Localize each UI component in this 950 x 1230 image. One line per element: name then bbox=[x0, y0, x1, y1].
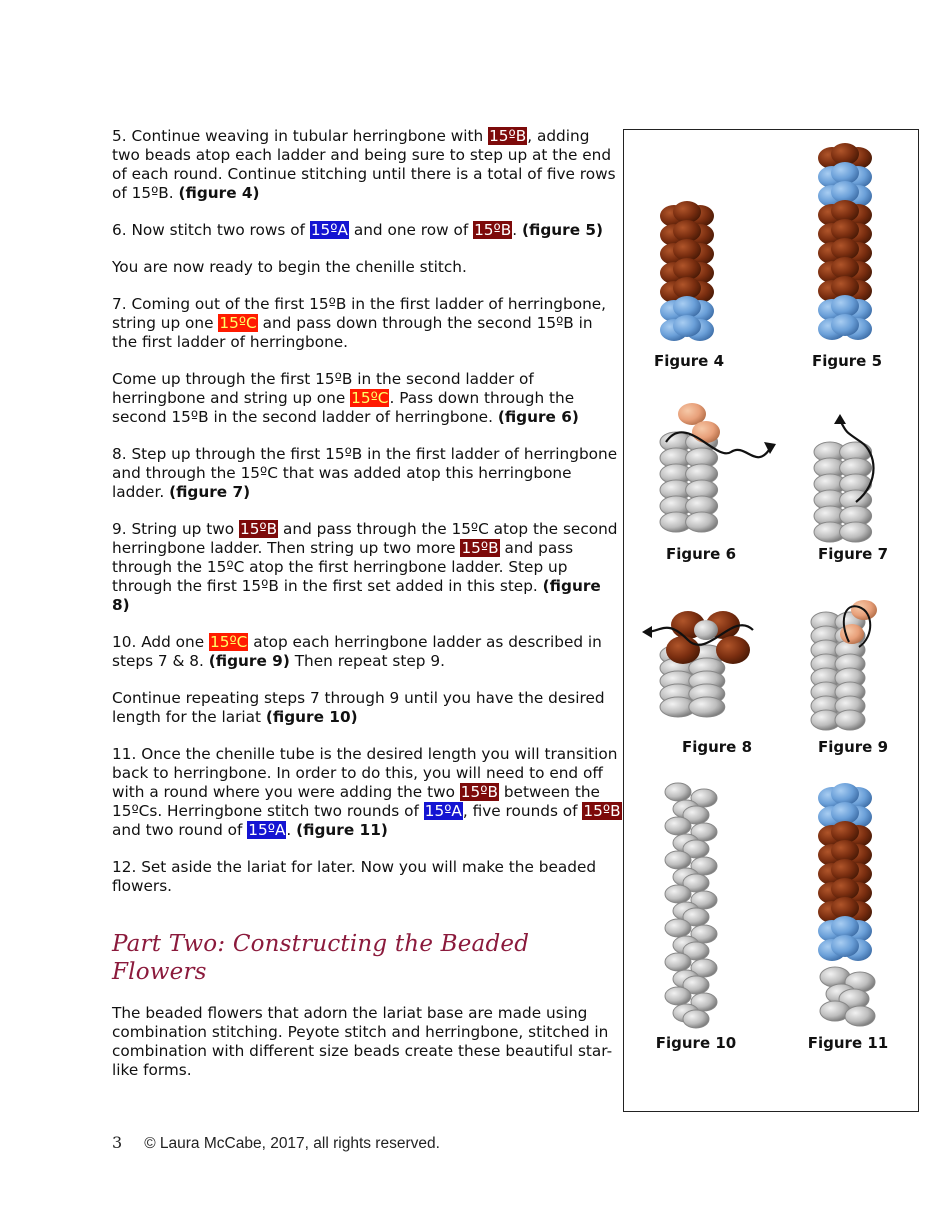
step-5: 5. Continue weaving in tubular herringbone with 15ºB, adding two beads atop each ladder and being sure to step up at the end of each round. Continue stitching until there is a total of five rows of 15ºB. (figure 4) bbox=[112, 127, 616, 202]
figure-4-illustration bbox=[652, 200, 732, 350]
bead-tag-15A: 15ºA bbox=[248, 821, 286, 839]
figure-10-illustration bbox=[656, 782, 736, 1037]
figure-8-caption: Figure 8 bbox=[681, 738, 753, 756]
copyright-notice: © Laura McCabe, 2017, all rights reserved. bbox=[144, 1135, 440, 1152]
figure-ref: (figure 4) bbox=[178, 184, 260, 202]
silver-bead bbox=[840, 522, 872, 542]
bead bbox=[673, 220, 701, 242]
bead bbox=[673, 315, 701, 337]
bead bbox=[831, 143, 859, 165]
figure-ref: (figure 5) bbox=[521, 221, 604, 239]
bead bbox=[831, 276, 859, 298]
bead bbox=[831, 257, 859, 279]
bead bbox=[831, 314, 859, 336]
silver-bead bbox=[689, 697, 725, 717]
step-8: 8. Step up through the first 15ºB in the first ladder of herringbone and through the 15ºC that was added atop this herringbone ladder. (figure 7) bbox=[112, 445, 618, 501]
silver-bead bbox=[665, 851, 691, 869]
figure-11-caption: Figure 11 bbox=[807, 1034, 889, 1052]
section-title: Part Two: Constructing the Beaded Flowers bbox=[112, 931, 530, 985]
figure-10-caption: Figure 10 bbox=[655, 1034, 737, 1052]
bead bbox=[831, 859, 859, 881]
figure-ref: (figure 10) bbox=[265, 708, 358, 726]
bead-tag-15B: 15ºB bbox=[474, 221, 512, 239]
figure-6-illustration bbox=[646, 402, 786, 542]
figure-5-illustration bbox=[810, 142, 890, 352]
figure-ref: (figure 8) bbox=[112, 577, 601, 614]
bead bbox=[673, 258, 701, 280]
step-10: 10. Add one 15ºC atop each herringbone ladder as described in steps 7 & 8. (figure 9) Then repeat step 9. bbox=[112, 633, 602, 670]
figure-ref: (figure 6) bbox=[497, 408, 579, 426]
bead bbox=[831, 878, 859, 900]
step-11: 11. Once the chenille tube is the desired length you will transition back to herringbone. In order to do this, you will need to end off with a round where you were adding the two 15ºB between the 15ºCs. Herringbone stitch two rounds of 15ºA, five rounds of 15ºB and two round of 15ºA. (figure 11) bbox=[112, 745, 621, 839]
figure-7-caption: Figure 7 bbox=[817, 545, 889, 563]
silver-bead bbox=[665, 987, 691, 1005]
bead bbox=[673, 277, 701, 299]
bead-tag-15B: 15ºB bbox=[461, 539, 499, 557]
page-footer bbox=[112, 1133, 440, 1153]
figure-8-illustration bbox=[638, 600, 778, 730]
bead bbox=[831, 840, 859, 862]
bead-tag-15A: 15ºA bbox=[424, 802, 462, 820]
bead bbox=[831, 821, 859, 843]
bead bbox=[831, 916, 859, 938]
bead bbox=[831, 935, 859, 957]
figure-4-caption: Figure 4 bbox=[653, 352, 725, 370]
silver-bead bbox=[665, 953, 691, 971]
silver-bead bbox=[665, 919, 691, 937]
bead bbox=[831, 238, 859, 260]
figure-6-caption: Figure 6 bbox=[665, 545, 737, 563]
bead bbox=[673, 239, 701, 261]
bead bbox=[831, 181, 859, 203]
bead bbox=[831, 295, 859, 317]
bead-tag-15C: 15ºC bbox=[210, 633, 248, 651]
step-12: 12. Set aside the lariat for later. Now you will make the beaded flowers. bbox=[112, 858, 597, 895]
repeat-note: Continue repeating steps 7 through 9 until you have the desired length for the lariat (figure 10) bbox=[112, 689, 605, 726]
section-intro: The beaded flowers that adorn the lariat base are made using combination stitching. Peyote stitch and herringbone, stitched in combination with different size beads create these beautiful star-like forms. bbox=[112, 1004, 613, 1079]
step-6: 6. Now stitch two rows of 15ºA and one row of 15ºB. (figure 5) bbox=[112, 221, 604, 239]
figure-ref: (figure 9) bbox=[208, 652, 290, 670]
bead-tag-15B: 15ºB bbox=[239, 520, 278, 538]
bead-tag-15B: 15ºB bbox=[489, 127, 527, 145]
bead-tag-15C: 15ºC bbox=[219, 314, 257, 332]
bead-tag-15B: 15ºB bbox=[460, 783, 498, 801]
step-7-continued: Come up through the first 15ºB in the second ladder of herringbone and string up one 15ºC. Pass down through the second 15ºB in the second ladder of herringbone. (figure 6) bbox=[112, 370, 579, 426]
step-9: 9. String up two 15ºB and pass through the 15ºC atop the second herringbone ladder. Then string up two more 15ºB and pass through the 15ºC atop the first herringbone ladder. Step up through the first 15ºB in the first set added in this step. (figure 8) bbox=[112, 520, 618, 614]
figure-11-illustration bbox=[810, 782, 890, 1037]
silver-bead bbox=[845, 1006, 875, 1026]
figure-ref: (figure 7) bbox=[169, 483, 251, 501]
ready-note: You are now ready to begin the chenille stitch. bbox=[112, 258, 467, 276]
bead bbox=[831, 897, 859, 919]
figure-panel bbox=[623, 129, 919, 1112]
figure-5-caption: Figure 5 bbox=[811, 352, 883, 370]
page-number: 3 bbox=[112, 1133, 123, 1152]
silver-bead bbox=[835, 710, 865, 730]
figure-7-illustration bbox=[806, 412, 906, 547]
bead-tag-15A: 15ºA bbox=[310, 221, 348, 239]
step-7: 7. Coming out of the first 15ºB in the first ladder of herringbone, string up one 15ºC and pass down through the second 15ºB in the first ladder of herringbone. bbox=[112, 295, 607, 351]
bead bbox=[673, 296, 701, 318]
bead-tag-15B: 15ºB bbox=[583, 802, 621, 820]
bead bbox=[831, 162, 859, 184]
figure-9-illustration bbox=[804, 592, 904, 740]
silver-bead bbox=[665, 885, 691, 903]
bead bbox=[831, 783, 859, 805]
bead bbox=[831, 219, 859, 241]
bead bbox=[831, 200, 859, 222]
figure-ref: (figure 11) bbox=[296, 821, 388, 839]
bead bbox=[831, 802, 859, 824]
figure-9-caption: Figure 9 bbox=[817, 738, 889, 756]
bead-tag-15C: 15ºC bbox=[351, 389, 389, 407]
bead bbox=[673, 201, 701, 223]
silver-bead bbox=[683, 1010, 709, 1028]
instructions-column bbox=[112, 127, 622, 1098]
silver-bead bbox=[686, 512, 718, 532]
silver-bead bbox=[665, 783, 691, 801]
silver-bead bbox=[665, 817, 691, 835]
